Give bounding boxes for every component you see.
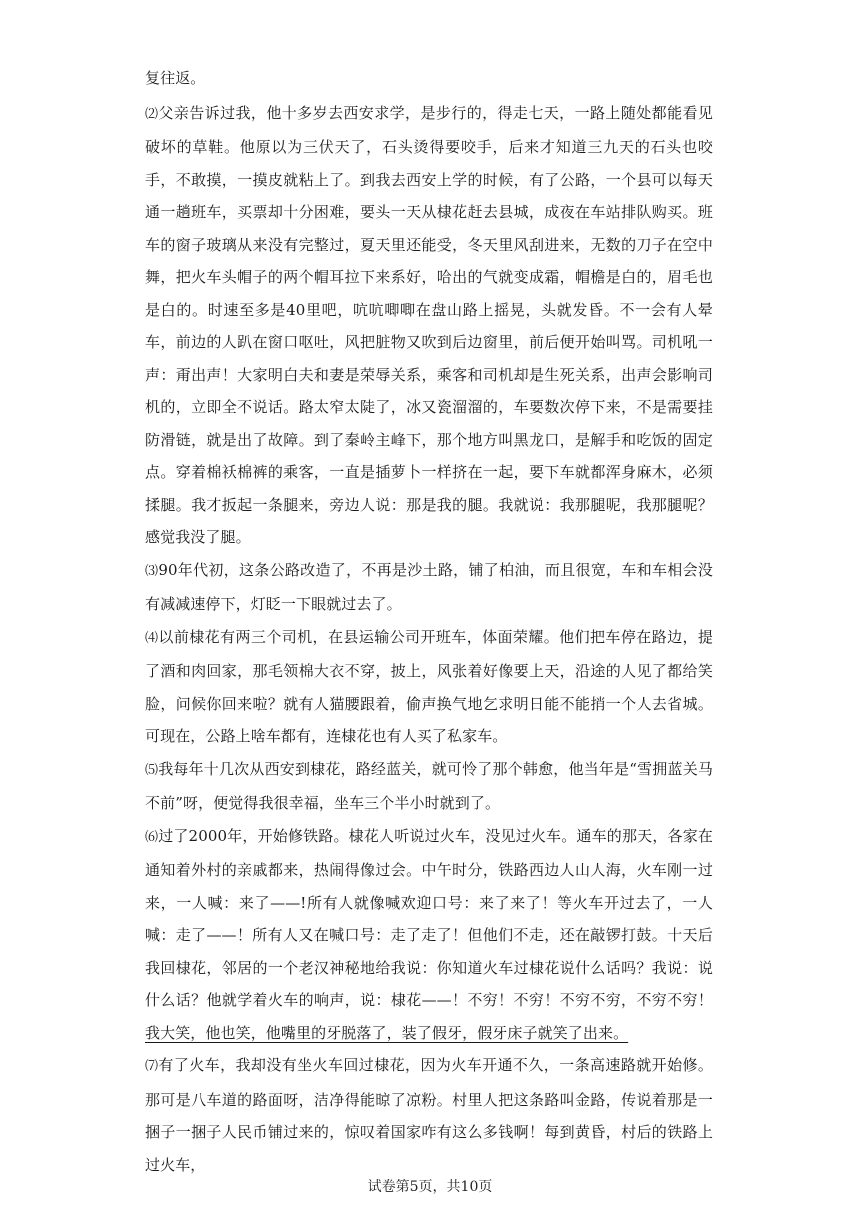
paragraph-number: ⑸ [145,762,159,778]
paragraph-2 [145,97,713,554]
paragraph-text: 过了2000年，开始修铁路。棣花人听说过火车，没见过火车。通车的那天，各家在通知着外村的亲戚都来，热闹得像过会。中午时分，铁路西边人山人海，火车刚一过来，一人喊：来了——!所有人就像喊欢迎口号：来了来了！等火车开过去了，一人喊：走了——！所有人又在喊口号：走了走了！但他们不走，还在敲锣打鼓。十天后我回棣花，邻居的一个老汉神秘地给我说：你知道火车过棣花说什么话吗？我说：说什么话？他就学着火车的响声，说：棣花——！不穷！不穷！不穷不穷，不穷不穷！ [145,826,713,1009]
paragraph-number: ⑵ [145,106,159,122]
underlined-sentence: 我大笑，他也笑，他嘴里的牙脱落了，装了假牙，假牙床子就笑了出来。 [145,1023,629,1042]
paragraph-number: ⑶ [145,563,159,579]
paragraph-6 [145,820,713,1050]
paragraph-text: 以前棣花有两三个司机，在县运输公司开班车，体面荣耀。他们把车停在路边，提了酒和肉回家，那毛领棉大衣不穿，披上，风张着好像要上天，沿途的人见了都给笑脸，问候你回来啦？就有人猫腰跟着，偷声换气地乞求明日能不能捎一个人去省城。可现在，公路上啥车都有，连棣花也有人买了私家车。 [145,627,713,745]
paragraph-number: ⑷ [145,630,159,646]
paragraph-number: ⑺ [145,1059,159,1074]
paragraph-text: 复往返。 [145,69,206,87]
paragraph-4 [145,621,713,753]
paragraph-text: 我每年十几次从西安到棣花，路经蓝关，就可怜了那个韩愈，他当年是“雪拥蓝关马不前”呀，便觉得我很幸福，坐车三个半小时就到了。 [145,759,713,812]
paragraph-1 [145,62,713,97]
paragraph-5 [145,753,713,820]
paragraph-text: 有了火车，我却没有坐火车回过棣花，因为火车开通不久，一条高速路就开始修。那可是八车道的路面呀，洁净得能晾了凉粉。村里人把这条路叫金路，传说着那是一捆子一捆子人民币铺过来的，惊叹着国家咋有这么多钱啊！每到黄昏，村后的铁路上过火车， [145,1056,713,1174]
paragraph-text: 父亲告诉过我，他十多岁去西安求学，是步行的，得走七天，一路上随处都能看见破坏的草鞋。他原以为三伏天了，石头烫得要咬手，后来才知道三九天的石头也咬手，不敢摸，一摸皮就粘上了。到我去西安上学的时候，有了公路，一个县可以每天通一趟班车，买票却十分困难，要头一天从棣花赶去县城，成夜在车站排队购买。班车的窗子玻璃从来没有完整过，夏天里还能受，冬天里风刮进来，无数的刀子在空中舞，把火车头帽子的两个帽耳拉下来系好，哈出的气就变成霜，帽檐是白的，眉毛也是白的。时速至多是40里吧，吭吭唧唧在盘山路上摇晃，头就发昏。不一会有人晕车，前边的人趴在窗口呕吐，风把脏物又吹到后边窗里，前后便开始叫骂。司机吼一声：甭出声！大家明白夫和妻是荣辱关系，乘客和司机却是生死关系，出声会影响司机的，立即全不说话。路太窄太陡了，冰又瓷溜溜的，车要数次停下来，不是需要挂防滑链，就是出了故障。到了秦岭主峰下，那个地方叫黑龙口，是解手和吃饭的固定点。穿着棉袄棉裤的乘客，一直是插萝卜一样挤在一起，要下车就都浑身麻木，必须揉腿。我才扳起一条腿来，旁边人说：那是我的腿。我就说：我那腿呢，我那腿呢？感觉我没了腿。 [145,103,713,546]
paragraph-text: 90年代初，这条公路改造了，不再是沙土路，铺了柏油，而且很宽，车和车相会没有减减速停下，灯眨一下眼就过去了。 [145,560,713,613]
paragraph-3 [145,554,713,621]
document-body [145,62,713,1181]
paragraph-number: ⑹ [145,829,159,845]
page-footer: 试卷第5页，共10页 [367,1179,493,1195]
paragraph-7 [145,1049,713,1181]
